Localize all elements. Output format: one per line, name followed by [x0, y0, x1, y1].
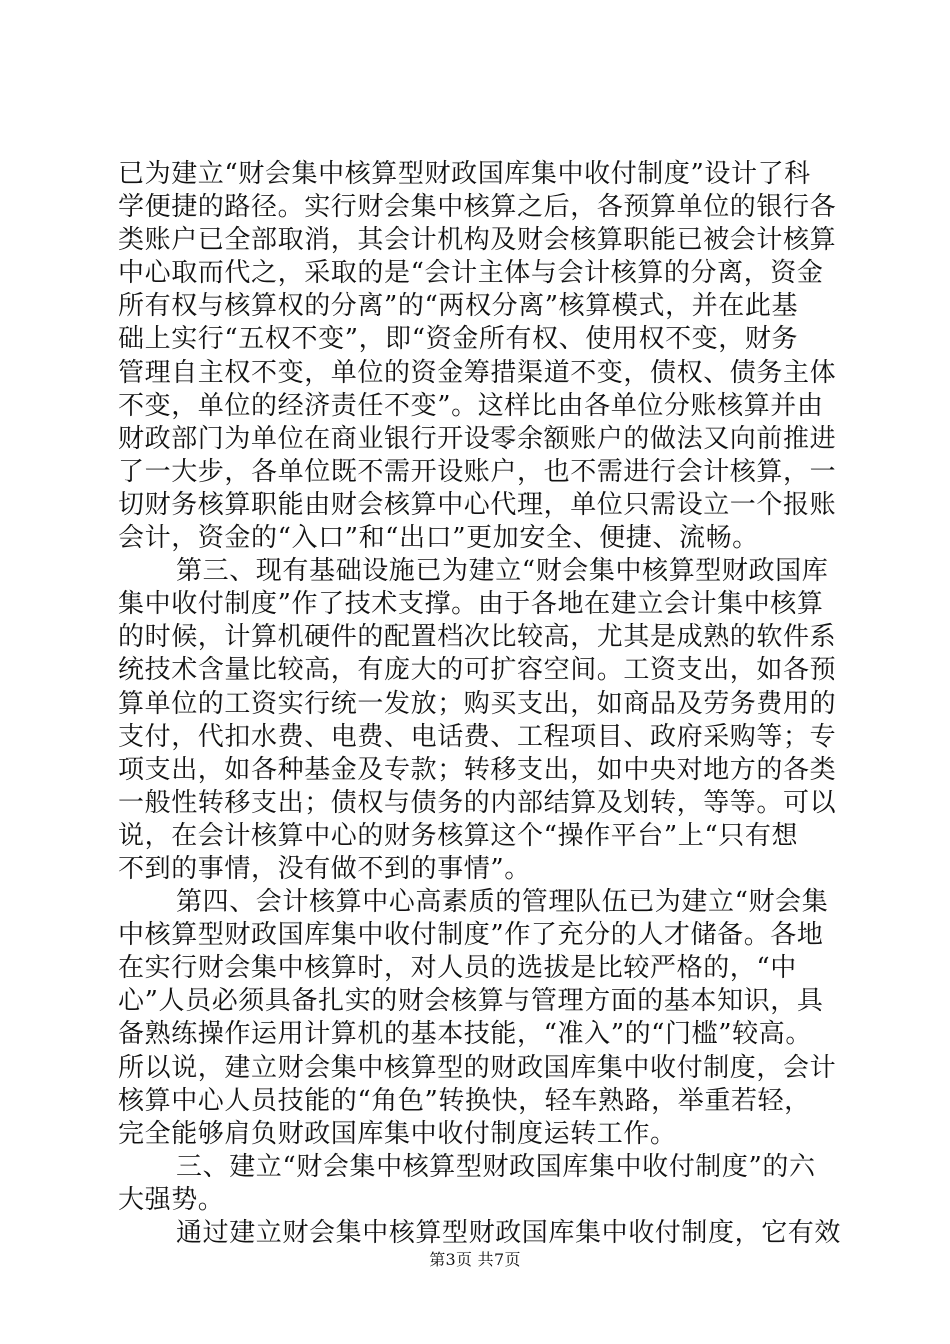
text-line: 统技术含量比较高，有庞大的可扩容空间。工资支出，如各预 — [118, 655, 837, 686]
text-line: 一般性转移支出；债权与债务的内部结算及划转，等等。可以 — [118, 787, 837, 818]
text-line: 财政部门为单位在商业银行开设零余额账户的做法又向前推进 — [118, 423, 837, 454]
paragraph-first-line: 第四、会计核算中心高素质的管理队伍已为建立“财会集 — [176, 887, 829, 918]
text-line: 心”人员必须具备扎实的财会核算与管理方面的基本知识，具 — [118, 986, 824, 1017]
text-line: 础上实行“五权不变”，即“资金所有权、使用权不变，财务 — [118, 324, 799, 355]
text-line: 切财务核算职能由财会核算中心代理，单位只需设立一个报账 — [118, 489, 837, 520]
body-text — [118, 158, 842, 1250]
text-line: 核算中心人员技能的“角色”转换快，轻车熟路，举重若轻， — [118, 1085, 811, 1116]
text-line: 中核算型财政国库集中收付制度”作了充分的人才储备。各地 — [118, 920, 824, 951]
paragraph-first-line: 三、建立“财会集中核算型财政国库集中收付制度”的六 — [176, 1151, 816, 1182]
text-line: 了一大步，各单位既不需开设账户，也不需进行会计核算，一 — [118, 456, 837, 487]
text-line: 说，在会计核算中心的财务核算这个“操作平台”上“只有想 — [118, 820, 799, 851]
text-line: 集中收付制度”作了技术支撑。由于各地在建立会计集中核算 — [118, 589, 824, 620]
text-line: 所以说，建立财会集中核算型的财政国库集中收付制度，会计 — [118, 1052, 837, 1083]
text-line: 管理自主权不变，单位的资金筹措渠道不变，债权、债务主体 — [118, 357, 837, 388]
text-line: 在实行财会集中核算时，对人员的选拔是比较严格的，“中 — [118, 953, 797, 984]
text-line: 学便捷的路径。实行财会集中核算之后，各预算单位的银行各 — [118, 192, 837, 223]
text-line: 不到的事情，没有做不到的事情”。 — [118, 853, 531, 884]
text-line: 备熟练操作运用计算机的基本技能，“准入”的“门槛”较高。 — [118, 1019, 812, 1050]
text-line: 支付，代扣水费、电费、电话费、工程项目、政府采购等；专 — [118, 721, 837, 752]
text-line: 的时候，计算机硬件的配置档次比较高，尤其是成熟的软件系 — [118, 622, 837, 653]
text-line: 中心取而代之，采取的是“会计主体与会计核算的分离，资金 — [118, 258, 824, 289]
text-line: 不变，单位的经济责任不变”。这样比由各单位分账核算并由 — [118, 390, 824, 421]
text-line: 项支出，如各种基金及专款；转移支出，如中央对地方的各类 — [118, 754, 837, 785]
text-line: 类账户已全部取消，其会计机构及财会核算职能已被会计核算 — [118, 225, 837, 256]
text-line: 已为建立“财会集中核算型财政国库集中收付制度”设计了科 — [118, 159, 811, 189]
text-line: 会计，资金的“入口”和“出口”更加安全、便捷、流畅。 — [118, 523, 759, 554]
page-footer: 第3页 共7页 — [429, 1250, 521, 1269]
text-line: 所有权与核算权的分离”的“两权分离”核算模式，并在此基 — [118, 291, 799, 322]
text-line: 大强势。 — [118, 1184, 225, 1215]
paragraph-first-line: 第三、现有基础设施已为建立“财会集中核算型财政国库 — [176, 556, 829, 587]
text-line: 算单位的工资实行统一发放；购买支出，如商品及劳务费用的 — [118, 688, 837, 719]
text-line: 完全能够肩负财政国库集中收付制度运转工作。 — [118, 1118, 677, 1149]
paragraph-first-line: 通过建立财会集中核算型财政国库集中收付制度，它有效 — [176, 1218, 842, 1248]
